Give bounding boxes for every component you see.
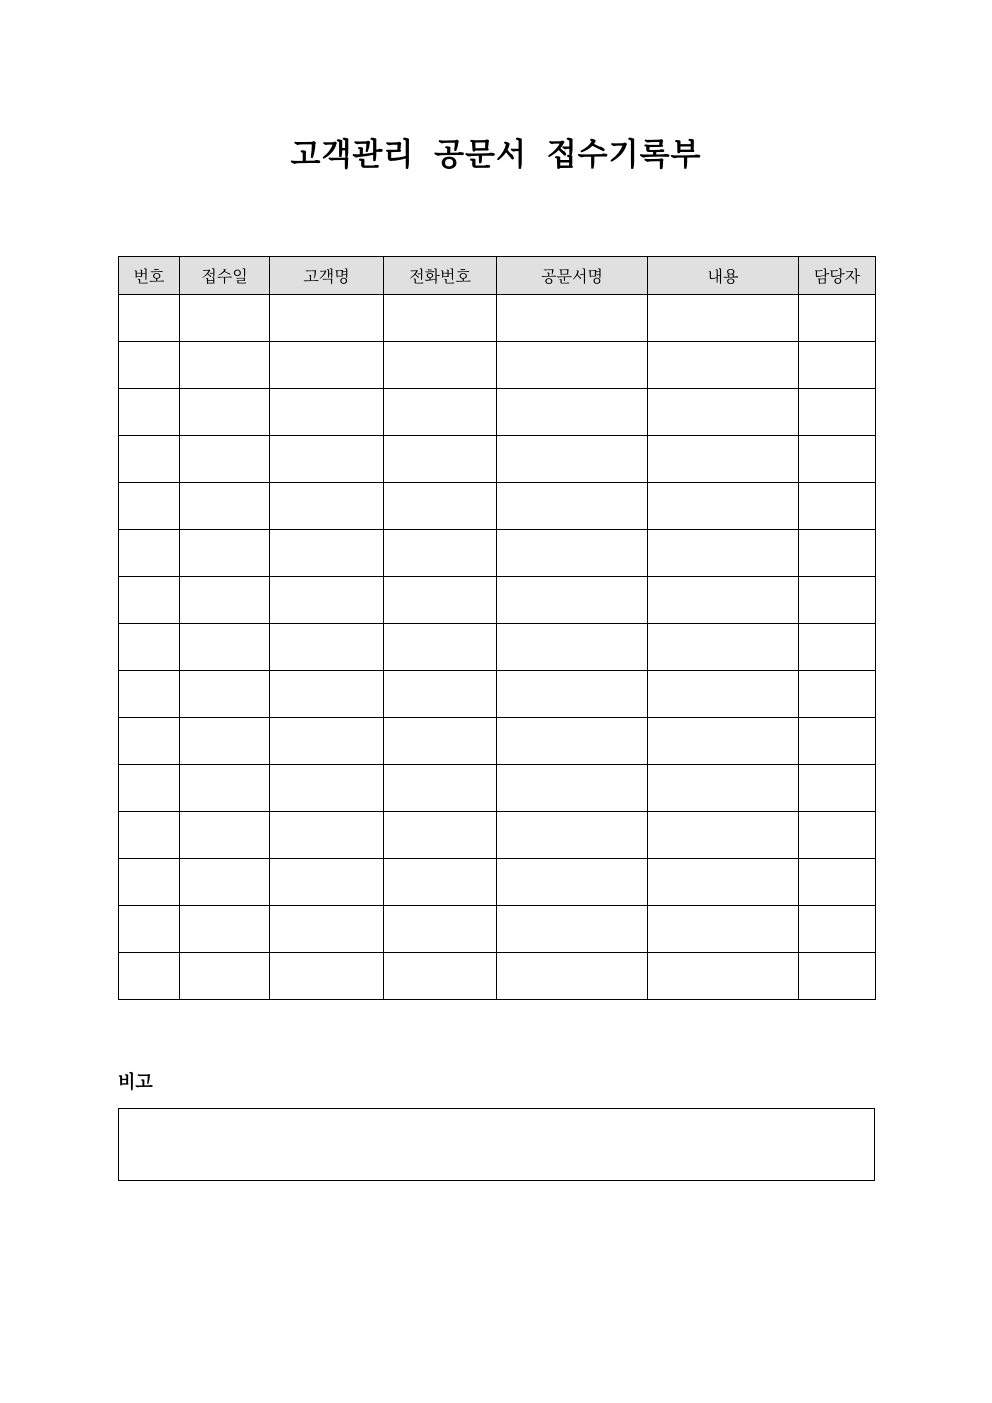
table-row (119, 859, 876, 906)
table-cell[interactable] (384, 718, 497, 765)
table-cell[interactable] (648, 483, 799, 530)
table-row (119, 295, 876, 342)
table-cell[interactable] (497, 530, 648, 577)
table-cell[interactable] (384, 530, 497, 577)
table-row (119, 577, 876, 624)
table-row (119, 671, 876, 718)
table-row (119, 624, 876, 671)
table-cell[interactable] (384, 906, 497, 953)
table-cell[interactable] (180, 342, 270, 389)
table-cell[interactable] (119, 671, 180, 718)
table-cell[interactable] (270, 624, 384, 671)
table-cell[interactable] (497, 436, 648, 483)
table-cell[interactable] (180, 530, 270, 577)
table-cell[interactable] (270, 577, 384, 624)
table-cell[interactable] (799, 765, 876, 812)
table-row (119, 812, 876, 859)
table-cell[interactable] (180, 906, 270, 953)
table-cell[interactable] (648, 436, 799, 483)
table-cell[interactable] (497, 812, 648, 859)
table-cell[interactable] (119, 953, 180, 1000)
table-cell[interactable] (119, 577, 180, 624)
table-cell[interactable] (648, 295, 799, 342)
table-cell[interactable] (270, 342, 384, 389)
table-cell[interactable] (648, 906, 799, 953)
table-cell[interactable] (497, 953, 648, 1000)
table-cell[interactable] (384, 812, 497, 859)
table-cell[interactable] (119, 295, 180, 342)
table-row (119, 483, 876, 530)
column-header-document-name: 공문서명 (497, 257, 648, 295)
table-cell[interactable] (180, 953, 270, 1000)
table-cell[interactable] (497, 342, 648, 389)
table-cell[interactable] (180, 577, 270, 624)
table-cell[interactable] (180, 483, 270, 530)
column-header-customer-name: 고객명 (270, 257, 384, 295)
table-cell[interactable] (384, 859, 497, 906)
table-cell[interactable] (497, 577, 648, 624)
table-cell[interactable] (270, 953, 384, 1000)
table-row (119, 906, 876, 953)
table-cell[interactable] (384, 953, 497, 1000)
table-cell[interactable] (384, 342, 497, 389)
table-cell[interactable] (119, 812, 180, 859)
table-cell[interactable] (648, 765, 799, 812)
table-cell[interactable] (497, 389, 648, 436)
table-row (119, 953, 876, 1000)
table-cell[interactable] (270, 671, 384, 718)
table-cell[interactable] (384, 577, 497, 624)
table-cell[interactable] (497, 906, 648, 953)
table-cell[interactable] (497, 765, 648, 812)
table-cell[interactable] (799, 953, 876, 1000)
table-cell[interactable] (497, 483, 648, 530)
table-cell[interactable] (180, 718, 270, 765)
table-cell[interactable] (799, 295, 876, 342)
table-cell[interactable] (648, 342, 799, 389)
table-cell[interactable] (799, 859, 876, 906)
reception-log-table (118, 256, 876, 1000)
table-cell[interactable] (270, 389, 384, 436)
table-cell[interactable] (180, 671, 270, 718)
table-cell[interactable] (648, 812, 799, 859)
column-header-manager: 담당자 (799, 257, 876, 295)
table-cell[interactable] (648, 718, 799, 765)
table-cell[interactable] (270, 295, 384, 342)
table-cell[interactable] (119, 342, 180, 389)
table-header-row (119, 257, 876, 295)
table-cell[interactable] (648, 389, 799, 436)
table-cell[interactable] (799, 906, 876, 953)
table-cell[interactable] (119, 718, 180, 765)
table-cell[interactable] (384, 436, 497, 483)
document-title: 고객관리 공문서 접수기록부 (290, 137, 702, 173)
table-cell[interactable] (648, 671, 799, 718)
table-cell[interactable] (180, 436, 270, 483)
table-cell[interactable] (497, 859, 648, 906)
table-cell[interactable] (270, 436, 384, 483)
table-cell[interactable] (497, 718, 648, 765)
remarks-box[interactable] (118, 1108, 875, 1181)
column-header-received-date: 접수일 (180, 257, 270, 295)
table-cell[interactable] (270, 859, 384, 906)
table-cell[interactable] (180, 295, 270, 342)
table-row (119, 342, 876, 389)
table-cell[interactable] (799, 530, 876, 577)
table-cell[interactable] (648, 859, 799, 906)
table-cell[interactable] (270, 906, 384, 953)
table-cell[interactable] (648, 624, 799, 671)
table-cell[interactable] (648, 530, 799, 577)
table-cell[interactable] (119, 530, 180, 577)
table-cell[interactable] (497, 295, 648, 342)
remarks-label: 비고 (118, 1072, 153, 1093)
table-row (119, 765, 876, 812)
table-cell[interactable] (180, 389, 270, 436)
table-cell[interactable] (119, 389, 180, 436)
table-body (119, 295, 876, 1000)
table-cell[interactable] (270, 812, 384, 859)
table-cell[interactable] (119, 624, 180, 671)
table-cell[interactable] (799, 671, 876, 718)
table-cell[interactable] (180, 812, 270, 859)
table-row (119, 718, 876, 765)
table-cell[interactable] (799, 577, 876, 624)
table-cell[interactable] (270, 483, 384, 530)
table-cell[interactable] (180, 624, 270, 671)
table-row (119, 530, 876, 577)
table-cell[interactable] (270, 718, 384, 765)
table-cell[interactable] (270, 530, 384, 577)
column-header-content: 내용 (648, 257, 799, 295)
table-cell[interactable] (180, 765, 270, 812)
table-cell[interactable] (180, 859, 270, 906)
table-cell[interactable] (384, 295, 497, 342)
table-cell[interactable] (270, 765, 384, 812)
table-cell[interactable] (799, 342, 876, 389)
table-cell[interactable] (799, 436, 876, 483)
table-cell[interactable] (648, 953, 799, 1000)
table-cell[interactable] (384, 624, 497, 671)
table-cell[interactable] (119, 859, 180, 906)
table-cell[interactable] (648, 577, 799, 624)
table-cell[interactable] (384, 483, 497, 530)
table-cell[interactable] (384, 765, 497, 812)
table-cell[interactable] (799, 812, 876, 859)
table-cell[interactable] (119, 436, 180, 483)
table-cell[interactable] (119, 483, 180, 530)
table-row (119, 389, 876, 436)
table-cell[interactable] (497, 624, 648, 671)
table-cell[interactable] (384, 671, 497, 718)
table-cell[interactable] (799, 483, 876, 530)
table-cell[interactable] (119, 765, 180, 812)
table-cell[interactable] (119, 906, 180, 953)
table-cell[interactable] (799, 718, 876, 765)
table-cell[interactable] (384, 389, 497, 436)
table-row (119, 436, 876, 483)
table-cell[interactable] (497, 671, 648, 718)
table-cell[interactable] (799, 624, 876, 671)
column-header-phone-number: 전화번호 (384, 257, 497, 295)
column-header-number: 번호 (119, 257, 180, 295)
table-cell[interactable] (799, 389, 876, 436)
